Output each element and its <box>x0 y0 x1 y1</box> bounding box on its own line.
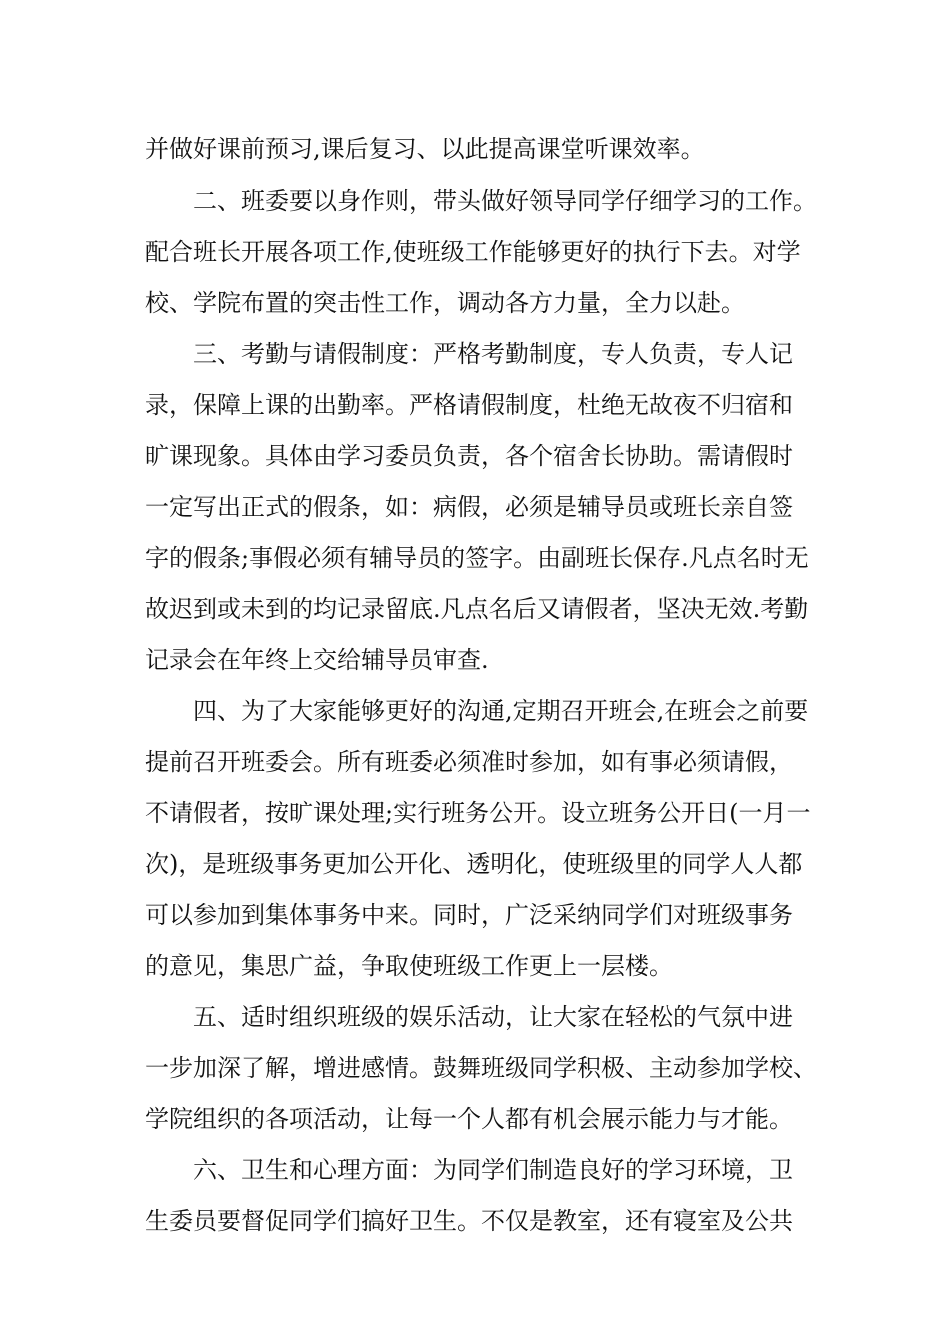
paragraph-5-start: 五、适时组织班级的娱乐活动，让大家在轻松的气氛中进 <box>193 1003 793 1031</box>
text-line: 并做好课前预习,课后复习、以此提高课堂听课效率。 <box>145 135 705 163</box>
text-line: 一步加深了解，增进感情。鼓舞班级同学积极、主动参加学校、 <box>145 1054 817 1082</box>
text-line: 学院组织的各项活动，让每一个人都有机会展示能力与才能。 <box>145 1105 793 1133</box>
text-line: 字的假条;事假必须有辅导员的签字。由副班长保存.凡点名时无 <box>145 544 809 572</box>
text-line: 录，保障上课的出勤率。严格请假制度，杜绝无故夜不归宿和 <box>145 391 793 419</box>
text-line: 故迟到或未到的均记录留底.凡点名后又请假者，坚决无效.考勤 <box>145 595 809 623</box>
paragraph-4-start: 四、为了大家能够更好的沟通,定期召开班会,在班会之前要 <box>193 697 809 725</box>
text-line: 可以参加到集体事务中来。同时，广泛采纳同学们对班级事务 <box>145 901 793 929</box>
text-line: 的意见，集思广益，争取使班级工作更上一层楼。 <box>145 952 673 980</box>
text-line: 提前召开班委会。所有班委必须准时参加，如有事必须请假， <box>145 748 793 776</box>
text-line: 校、学院布置的突击性工作，调动各方力量，全力以赴。 <box>145 289 745 317</box>
paragraph-6-start: 六、卫生和心理方面：为同学们制造良好的学习环境，卫 <box>193 1156 793 1184</box>
paragraph-3-start: 三、考勤与请假制度：严格考勤制度，专人负责，专人记 <box>193 340 793 368</box>
paragraph-2-start: 二、班委要以身作则，带头做好领导同学仔细学习的工作。 <box>193 187 817 215</box>
text-line: 配合班长开展各项工作,使班级工作能够更好的执行下去。对学 <box>145 238 801 266</box>
text-line: 不请假者，按旷课处理;实行班务公开。设立班务公开日(一月一 <box>145 799 811 827</box>
text-line: 记录会在年终上交给辅导员审查. <box>145 646 489 674</box>
text-line: 次)，是班级事务更加公开化、透明化，使班级里的同学人人都 <box>145 850 803 878</box>
text-line: 旷课现象。具体由学习委员负责，各个宿舍长协助。需请假时 <box>145 442 793 470</box>
text-line: 一定写出正式的假条，如：病假，必须是辅导员或班长亲自签 <box>145 493 793 521</box>
text-line: 生委员要督促同学们搞好卫生。不仅是教室，还有寝室及公共 <box>145 1207 793 1235</box>
